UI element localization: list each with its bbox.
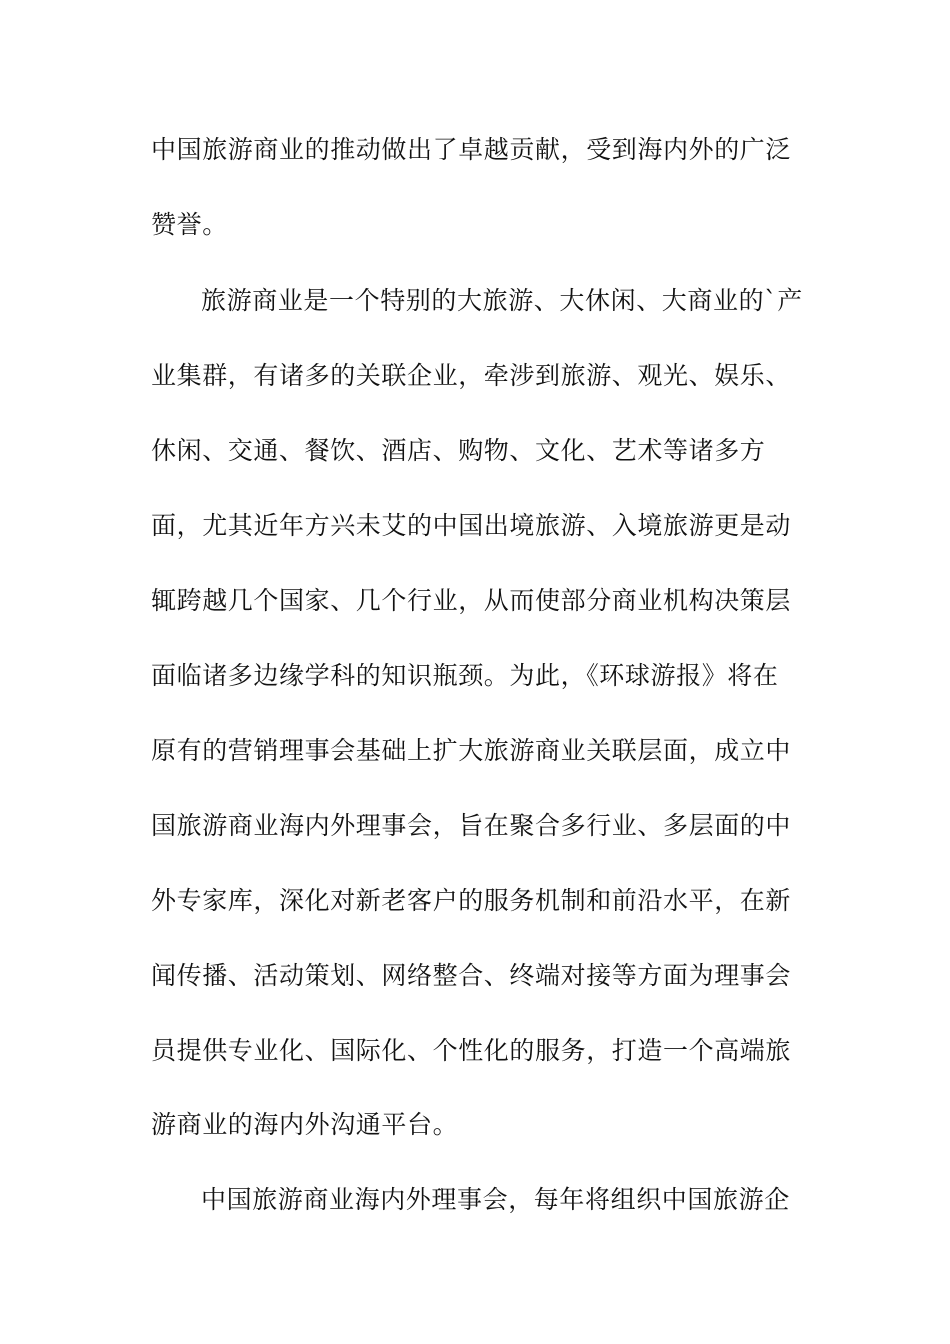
text-line: 外专家库，深化对新老客户的服务机制和前沿水平，在新 bbox=[151, 886, 792, 915]
paragraph-start-line: 旅游商业是一个特别的大旅游、大休闲、大商业的`产 bbox=[201, 286, 803, 315]
text-line: 面临诸多边缘学科的知识瓶颈。为此，《环球游报》将在 bbox=[151, 661, 779, 690]
text-line: 游商业的海内外沟通平台。 bbox=[151, 1110, 459, 1139]
text-line: 辄跨越几个国家、几个行业，从而使部分商业机构决策层 bbox=[151, 586, 792, 615]
text-line: 原有的营销理事会基础上扩大旅游商业关联层面，成立中 bbox=[151, 736, 792, 765]
text-line: 国旅游商业海内外理事会，旨在聚合多行业、多层面的中 bbox=[151, 811, 792, 840]
text-line: 业集群，有诸多的关联企业，牵涉到旅游、观光、娱乐、 bbox=[151, 361, 792, 390]
text-line: 休闲、交通、餐饮、酒店、购物、文化、艺术等诸多方 bbox=[151, 436, 766, 465]
text-line: 员提供专业化、国际化、个性化的服务，打造一个高端旅 bbox=[151, 1036, 792, 1065]
paragraph-start-line: 中国旅游商业海内外理事会，每年将组织中国旅游企 bbox=[201, 1185, 790, 1214]
text-line: 中国旅游商业的推动做出了卓越贡献，受到海内外的广泛 bbox=[151, 135, 792, 164]
text-line: 赞誉。 bbox=[151, 210, 228, 239]
text-line: 闻传播、活动策划、网络整合、终端对接等方面为理事会 bbox=[151, 961, 792, 990]
text-line: 面，尤其近年方兴未艾的中国出境旅游、入境旅游更是动 bbox=[151, 511, 792, 540]
